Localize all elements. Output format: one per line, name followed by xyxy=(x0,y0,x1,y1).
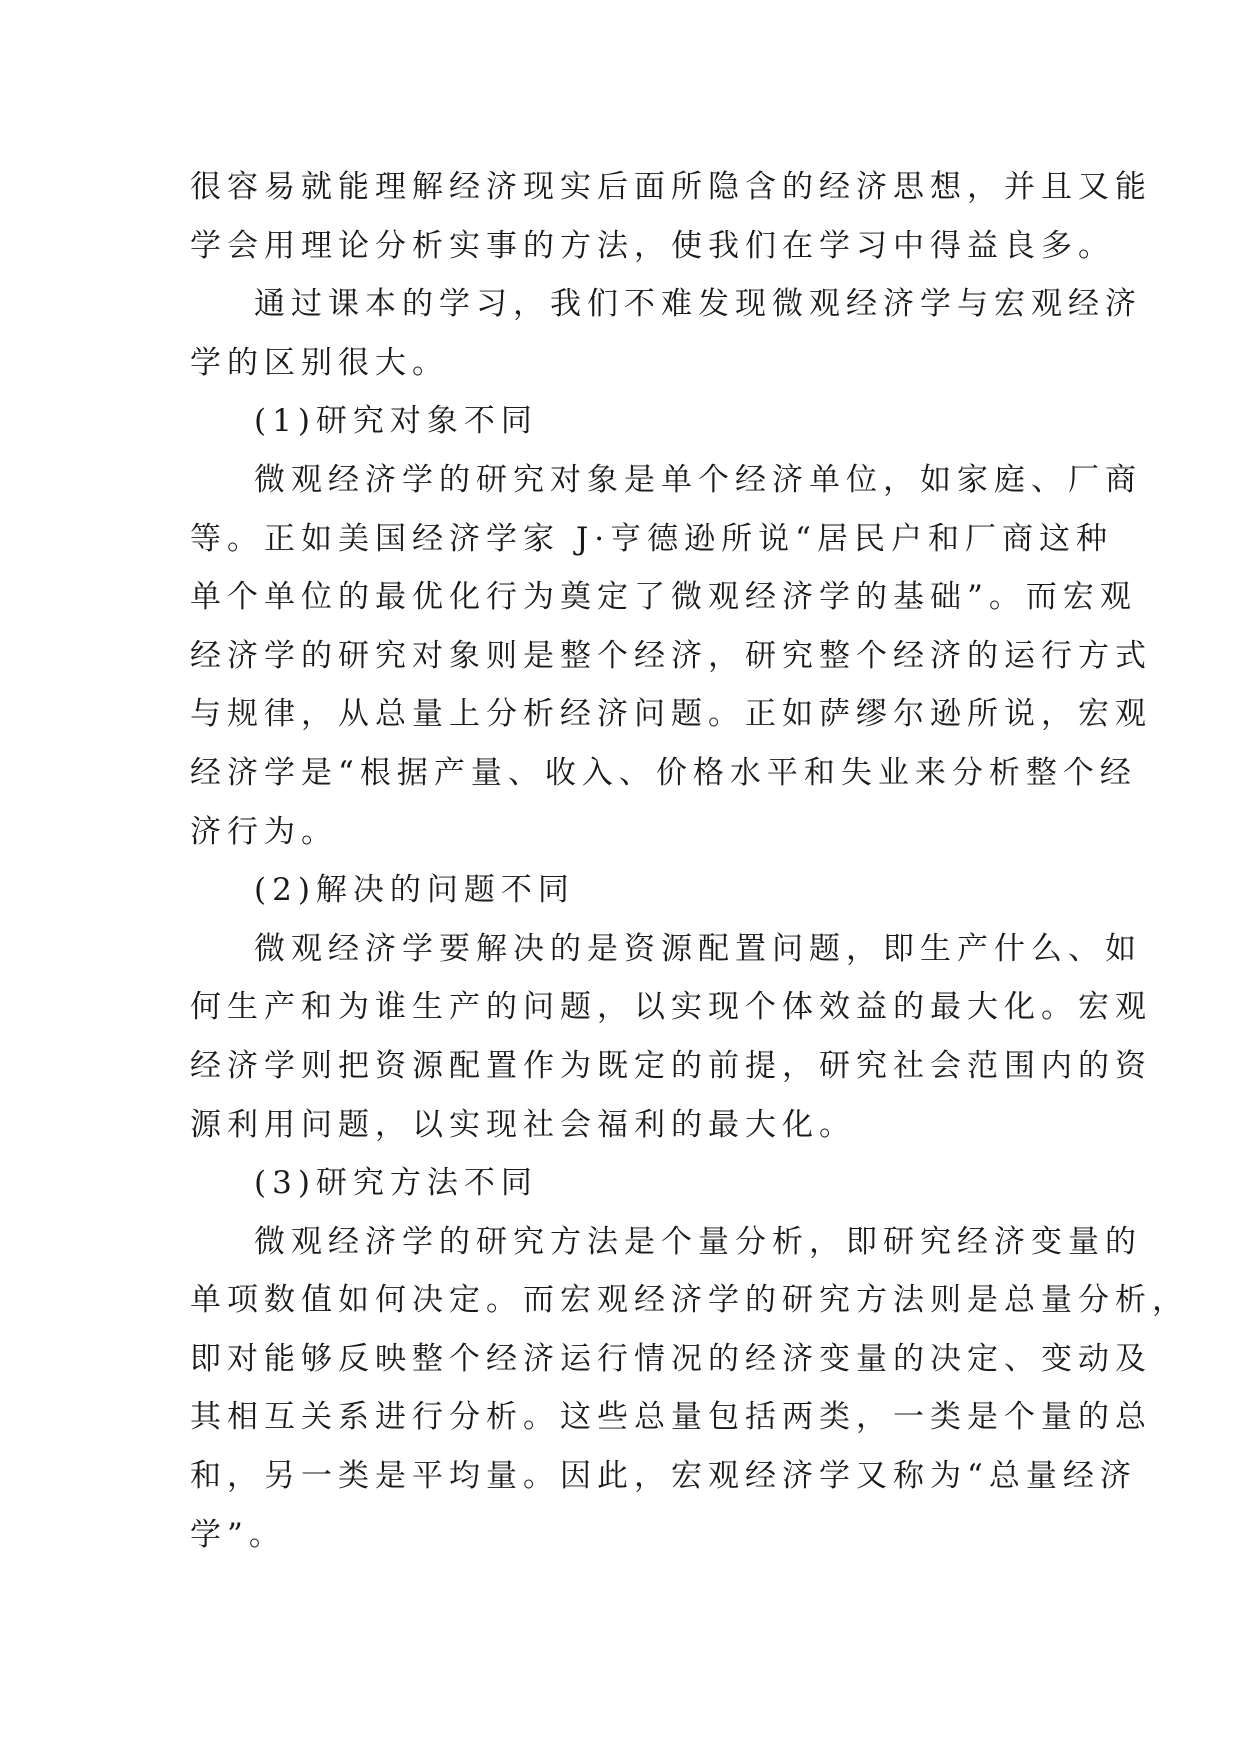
paragraph-start-line: 通过课本的学习，我们不难发现微观经济学与宏观经济 xyxy=(254,286,1142,323)
document-body xyxy=(190,158,1189,1564)
text-line: 经济学是“根据产量、收入、价格水平和失业来分析整个经 xyxy=(190,754,1137,791)
text-line: 何生产和为谁生产的问题，以实现个体效益的最大化。宏观 xyxy=(190,989,1152,1026)
section-heading-research-object: (1)研究对象不同 xyxy=(254,403,538,440)
text-line: 济行为。 xyxy=(190,813,338,850)
text-line: 单项数值如何决定。而宏观经济学的研究方法则是总量分析， xyxy=(190,1282,1189,1319)
text-line: 经济学的研究对象则是整个经济，研究整个经济的运行方式 xyxy=(190,637,1152,674)
text-line: 等。正如美国经济学家 J·亨德逊所说“居民户和厂商这种 xyxy=(190,520,1113,557)
paragraph-start-line: 微观经济学要解决的是资源配置问题，即生产什么、如 xyxy=(254,930,1142,967)
text-line: 单个单位的最优化行为奠定了微观经济学的基础”。而宏观 xyxy=(190,579,1137,616)
paragraph-start-line: 微观经济学的研究方法是个量分析，即研究经济变量的 xyxy=(254,1223,1142,1260)
section-heading-problems: (2)解决的问题不同 xyxy=(254,872,575,909)
text-line: 学的区别很大。 xyxy=(190,344,449,381)
text-line: 源利用问题，以实现社会福利的最大化。 xyxy=(190,1106,856,1143)
text-line: 和，另一类是平均量。因此，宏观经济学又称为“总量经济 xyxy=(190,1458,1137,1495)
text-line: 很容易就能理解经济现实后面所隐含的经济思想，并且又能 xyxy=(190,169,1152,205)
text-line: 其相互关系进行分析。这些总量包括两类，一类是个量的总 xyxy=(190,1399,1152,1436)
text-line: 与规律，从总量上分析经济问题。正如萨缪尔逊所说，宏观 xyxy=(190,696,1152,733)
text-line: 即对能够反映整个经济运行情况的经济变量的决定、变动及 xyxy=(190,1340,1152,1377)
section-heading-methods: (3)研究方法不同 xyxy=(254,1165,538,1202)
text-line: 学”。 xyxy=(190,1516,286,1553)
paragraph-start-line: 微观经济学的研究对象是单个经济单位，如家庭、厂商 xyxy=(254,461,1142,498)
text-line: 经济学则把资源配置作为既定的前提，研究社会范围内的资 xyxy=(190,1047,1152,1084)
text-line: 学会用理论分析实事的方法，使我们在学习中得益良多。 xyxy=(190,227,1115,264)
